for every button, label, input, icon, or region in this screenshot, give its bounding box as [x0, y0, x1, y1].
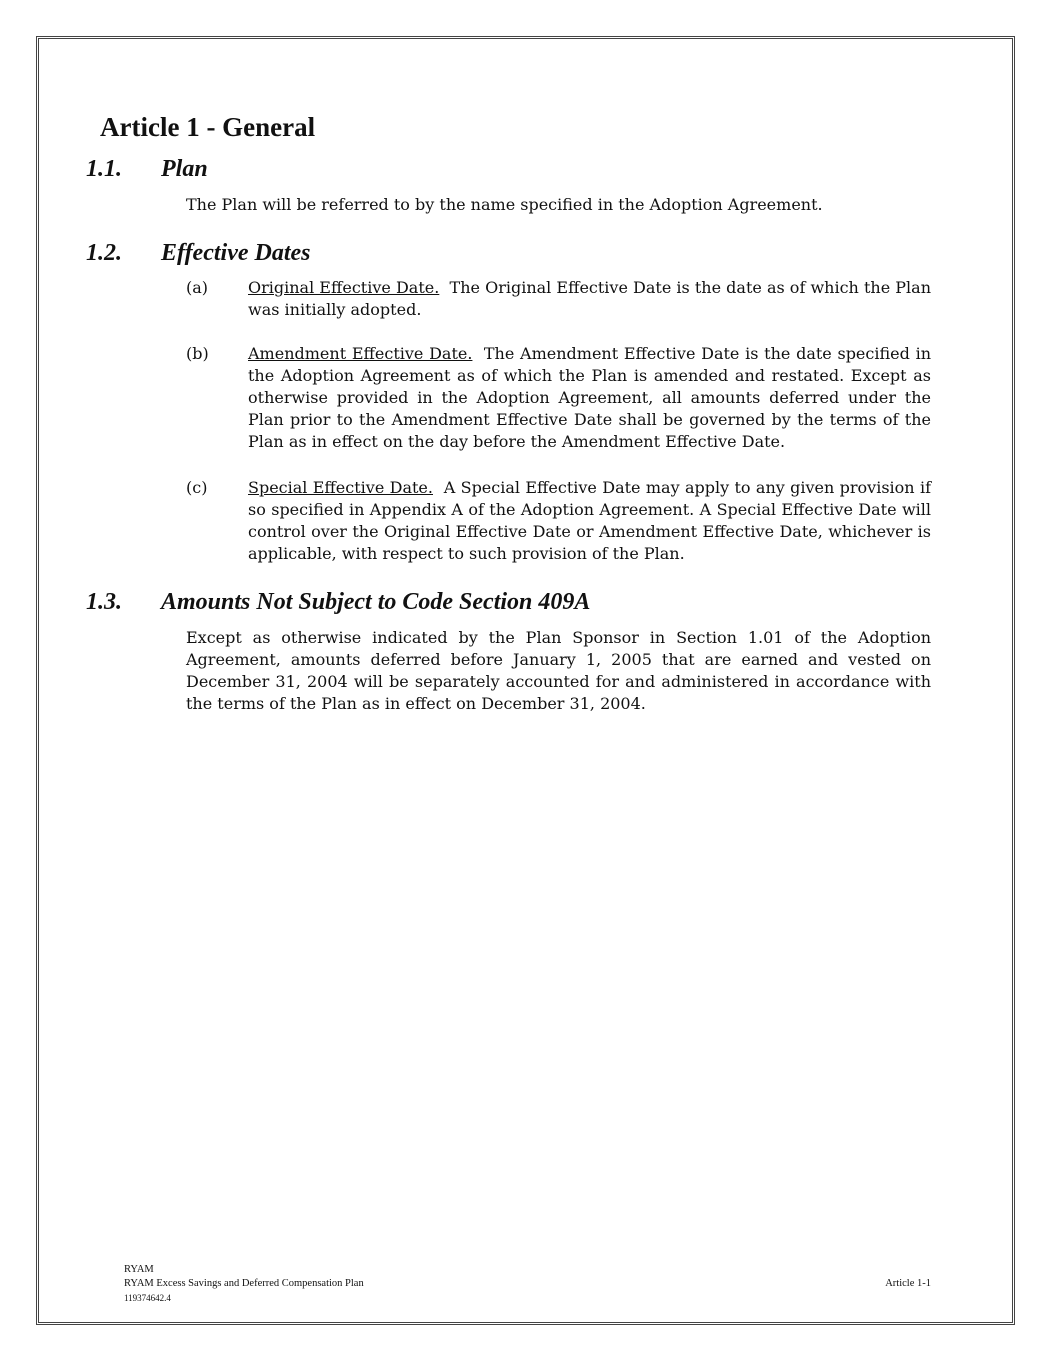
item-body: The Amendment Effective Date is the date specified in the Adoption Agreement as of which the Plan is amended and restated. Except as otherwise provided in the Adoption Agreement, all amounts deferred under the Plan prior to the Amendment Effective Date shall be governed by the terms of the Plan as in effect on the day before the Amendment Effective Date.: [248, 344, 931, 451]
item-text: [248, 343, 931, 453]
item-label: (a): [186, 278, 209, 297]
item-text: [248, 277, 931, 321]
section-title: Plan: [161, 156, 208, 182]
item-heading: Original Effective Date.: [248, 278, 440, 297]
section-title: Effective Dates: [161, 240, 311, 266]
section-heading-1-3: [86, 589, 590, 616]
item-heading: Amendment Effective Date.: [248, 344, 473, 363]
item-a: [186, 277, 931, 321]
item-text: [248, 477, 931, 565]
section-heading-1-1: [86, 156, 208, 183]
section-number: 1.2.: [86, 240, 122, 266]
footer-plan-name: RYAM Excess Savings and Deferred Compensation Plan: [124, 1278, 364, 1289]
item-c: [186, 477, 931, 565]
footer-doc-id: 119374642.4: [124, 1293, 171, 1303]
section-body-1-1: The Plan will be referred to by the name specified in the Adoption Agreement.: [186, 195, 823, 214]
section-number: 1.1.: [86, 156, 122, 182]
footer-company: RYAM: [124, 1264, 154, 1275]
item-b: [186, 343, 931, 453]
item-body: A Special Effective Date may apply to any given provision if so specified in Appendix A of the Adoption Agreement. A Special Effective Date will control over the Original Effective Date or Amendment Effective Date, whichever is applicable, with respect to such provision of the Plan.: [248, 478, 931, 563]
article-title: Article 1 - General: [100, 112, 316, 142]
item-label: (b): [186, 344, 209, 363]
item-heading: Special Effective Date.: [248, 478, 433, 497]
section-number: 1.3.: [86, 589, 122, 615]
section-body-1-3: Except as otherwise indicated by the Plan Sponsor in Section 1.01 of the Adoption Agreement, amounts deferred before January 1, 2005 that are earned and vested on December 31, 2004 will be separately accounted for and administered in accordance with the terms of the Plan as in effect on December 31, 2004.: [186, 628, 931, 713]
footer-page-label: Article 1-1: [885, 1278, 931, 1289]
page-footer: [124, 1263, 931, 1305]
item-label: (c): [186, 478, 208, 497]
section-title: Amounts Not Subject to Code Section 409A: [161, 589, 591, 615]
section-heading-1-2: [86, 240, 311, 267]
item-body: The Original Effective Date is the date as of which the Plan was initially adopted.: [248, 278, 932, 319]
